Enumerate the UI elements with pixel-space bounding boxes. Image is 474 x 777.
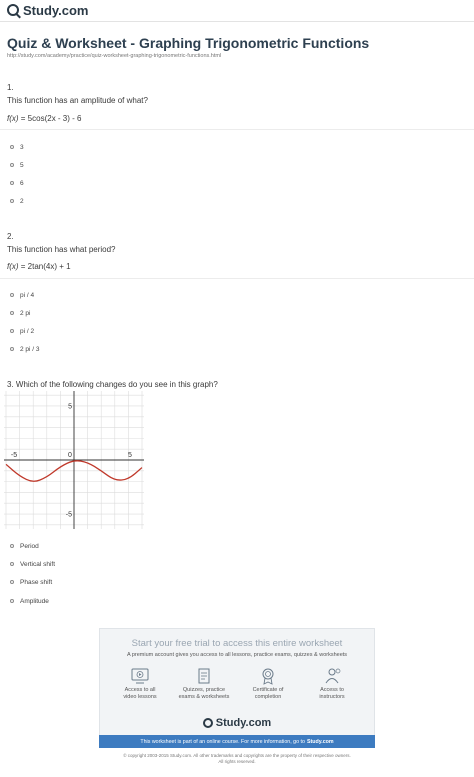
question-2-number: 2. <box>7 232 14 241</box>
q2-option-2[interactable] <box>10 308 30 318</box>
radio-icon[interactable] <box>10 311 14 315</box>
x-tick-label: 5 <box>128 452 132 459</box>
radio-icon[interactable] <box>10 181 14 185</box>
y-tick-label: -5 <box>65 511 72 519</box>
option-label: pi / 4 <box>20 291 35 299</box>
radio-icon[interactable] <box>10 163 14 167</box>
x-tick-label: -5 <box>10 452 18 459</box>
certificate-icon <box>258 667 278 685</box>
copyright-line2: All rights reserved. <box>218 759 256 764</box>
site-logo[interactable]: Study.com <box>23 2 89 18</box>
option-label: Phase shift <box>20 578 53 586</box>
question-2-text: This function has what period? <box>7 245 116 254</box>
banner-text: This worksheet is part of an online course. For more information, go to <box>140 738 305 745</box>
feature-quizzes <box>172 667 236 701</box>
feature-label-line2: instructors <box>319 694 345 700</box>
question-1-equation <box>7 114 81 123</box>
radio-icon[interactable] <box>10 347 14 351</box>
equation-fx: f(x) <box>7 262 19 271</box>
feature-video-lessons <box>108 667 172 701</box>
radio-icon[interactable] <box>10 145 14 149</box>
q2-option-1[interactable] <box>10 290 34 300</box>
page-url[interactable]: http://study.com/academy/practice/quiz-worksheet-graphing-trigonometric-functions.html <box>7 53 222 59</box>
q1-option-4[interactable] <box>10 196 24 206</box>
equation-fx: f(x) <box>7 114 19 123</box>
option-label: 2 <box>20 197 24 205</box>
cta-logo-text: Study.com <box>215 717 272 729</box>
feature-label-line1: Access to all <box>124 687 156 693</box>
radio-icon[interactable] <box>10 199 14 203</box>
q3-option-2[interactable] <box>10 559 55 569</box>
site-header <box>7 3 89 17</box>
option-label: 3 <box>20 143 24 151</box>
feature-label-line2: exams & worksheets <box>178 694 230 700</box>
radio-icon[interactable] <box>10 544 14 548</box>
option-label: 2 pi / 3 <box>20 345 40 353</box>
q1-option-2[interactable] <box>10 160 24 170</box>
option-label: Period <box>20 542 39 550</box>
page-title: Quiz & Worksheet - Graphing Trigonometric Functions <box>7 35 370 51</box>
radio-icon[interactable] <box>10 562 14 566</box>
graph-axes <box>4 391 144 529</box>
option-label: 6 <box>20 179 24 187</box>
q1-option-3[interactable] <box>10 178 24 188</box>
question-1-number: 1. <box>7 83 14 92</box>
question-3-text: 3. Which of the following changes do you see in this graph? <box>7 380 218 389</box>
option-label: 5 <box>20 161 24 169</box>
q2-option-3[interactable] <box>10 326 34 336</box>
search-logo-icon <box>7 4 19 16</box>
banner-link[interactable]: Study.com <box>306 738 334 745</box>
question-divider <box>0 129 474 130</box>
feature-certificate <box>236 667 300 701</box>
question-divider <box>0 278 474 279</box>
option-label: pi / 2 <box>20 327 35 335</box>
feature-label-line2: completion <box>254 694 282 700</box>
quiz-worksheet-icon <box>194 667 214 685</box>
q3-option-1[interactable] <box>10 541 39 551</box>
cta-logo[interactable] <box>100 717 374 729</box>
radio-icon[interactable] <box>10 329 14 333</box>
y-tick-label: 5 <box>68 403 72 411</box>
q3-option-3[interactable] <box>10 577 52 587</box>
q1-option-1[interactable] <box>10 142 24 152</box>
video-lesson-icon <box>130 667 150 685</box>
study-logo-icon <box>203 718 213 728</box>
equation-body: = 5cos(2x - 3) - 6 <box>18 114 82 123</box>
copyright-notice <box>0 753 474 765</box>
free-trial-heading[interactable]: Start your free trial to access this entire worksheet <box>131 638 343 649</box>
equation-body: = 2tan(4x) + 1 <box>18 262 71 271</box>
q2-option-4[interactable] <box>10 344 40 354</box>
x-tick-label: 0 <box>68 452 72 459</box>
feature-instructors <box>300 667 364 701</box>
course-banner <box>99 735 375 748</box>
feature-label-line1: Quizzes, practice <box>182 687 226 693</box>
feature-label-line2: video lessons <box>123 694 157 700</box>
free-trial-panel <box>99 628 375 748</box>
trig-graph <box>4 391 144 529</box>
feature-label-line1: Certificate of <box>252 687 284 693</box>
option-label: 2 pi <box>20 309 31 317</box>
feature-label-line1: Access to <box>320 687 344 693</box>
instructor-icon <box>322 667 342 685</box>
copyright-line1: © copyright 2003-2015 Study.com. All other trademarks and copyrights are the property of their respective owners. <box>123 753 351 758</box>
header-divider <box>0 21 474 22</box>
radio-icon[interactable] <box>10 293 14 297</box>
question-1-text: This function has an amplitude of what? <box>7 96 148 105</box>
question-2-equation <box>7 262 71 271</box>
option-label: Vertical shift <box>20 560 56 568</box>
q3-option-4[interactable] <box>10 596 49 606</box>
free-trial-subtitle: A premium account gives you access to all lessons, practice exams, quizzes & worksheets <box>126 652 348 658</box>
option-label: Amplitude <box>20 597 49 605</box>
radio-icon[interactable] <box>10 599 14 603</box>
radio-icon[interactable] <box>10 580 14 584</box>
